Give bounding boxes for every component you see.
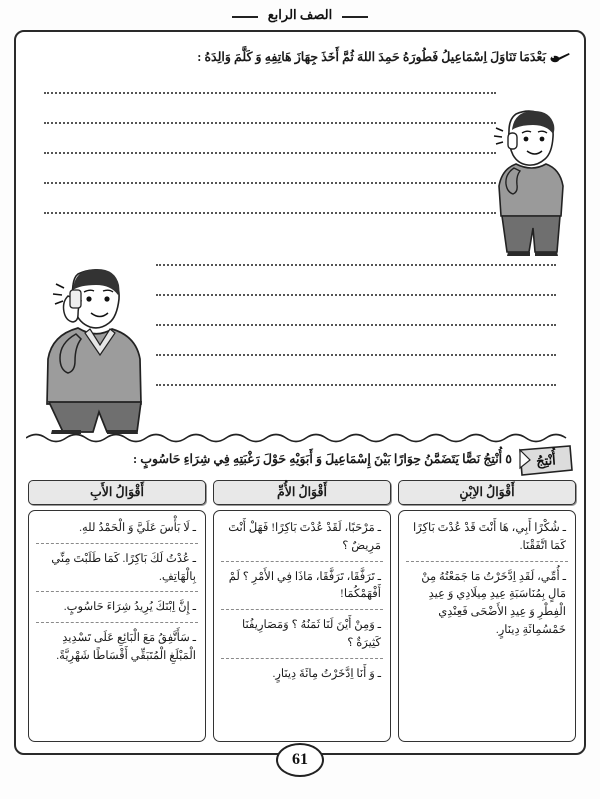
exercise-5 [26,446,574,478]
column-mother [213,480,391,742]
answer-line[interactable] [156,294,556,296]
content-frame [14,30,586,755]
dialogue-line: ـ مَرْحَبًا، لَقَدْ عُدْتَ بَاكِرًا! فَهَلْ أَنْتَ مَرِيضٌ ؟ [221,517,383,562]
exercise-4-prompt: بَعْدَمَا تَنَاوَلَ اِسْمَاعِيلُ فَطُورَهُ حَمِدَ اللهَ ثُمَّ أَخَذَ جِهَازَ هَاتِفِهِ وَ كَلَّمَ وَالِدَهُ : [197,50,546,64]
dialogue-line: ـ إِنَّ اِبْنَكَ يُرِيدُ شِرَاءَ حَاسُوبٍ. [36,596,198,623]
answer-line[interactable] [156,384,556,386]
answer-lines-bottom [156,264,556,414]
answer-line[interactable] [156,264,556,266]
dialogue-line: ـ عُدْتُ لَكَ بَاكِرًا. كَمَا طَلَبْتَ مِنِّي بِالْهَاتِفِ. [36,548,198,593]
produce-tab-label: أُنْتِجُ [535,452,557,469]
column-son [398,480,576,742]
answer-line[interactable] [44,182,496,184]
pen-icon [552,50,570,64]
page-number: 61 [276,743,324,777]
column-body-mother [213,510,391,742]
column-header-mother: أَقْوَالُ الأُمِّ [213,480,391,505]
dialogue-line: ـ أُمِّي، لَقَدِ اِدَّخَرْتُ مَا جَمَعْتُهُ مِنْ مَالٍ بِمُنَاسَبَةِ عِيدِ مِيلَادِي وَ عِيدِ الْفِطْرِ وَ عِيدِ الأَضْحَى فَعِنْدِي خَمْسُمِائَةِ دِينَارٍ. [421,570,566,637]
produce-tab [518,444,574,478]
column-body-father [28,510,206,742]
answer-line[interactable] [156,324,556,326]
column-body-son [398,510,576,742]
exercise-5-prompt-text: أُنْتِجُ نَصًّا يَتَضَمَّنُ حِوَارًا بَيْنَ إِسْمَاعِيلَ وَ أَبَوَيْهِ حَوْلَ رَغْبَتِهِ فِي شِرَاءِ حَاسُوبٍ : [132,452,503,466]
exercise-4-heading [28,48,572,67]
column-header-father: أَقْوَالُ الأَبِ [28,480,206,505]
exercise-5-number: ٥ [505,452,512,466]
wavy-divider [26,430,576,444]
dialogue-line: ـ لَا بَأْسَ عَلَيَّ وَ الْحَمْدُ للهِ. [36,517,198,544]
column-father [28,480,206,742]
dialogue-line: ـ شُكْرًا أَبِي، هَا أَنْتَ قَدْ عُدْتَ بَاكِرًا كَمَا اتَّفَقْنَا. [406,517,568,562]
answer-line[interactable] [44,122,496,124]
answer-line[interactable] [44,92,496,94]
man-on-phone-illustration [34,260,154,435]
answer-line[interactable] [44,212,496,214]
dialogue-line: ـ وَ أَنَا اِدَّخَرْتُ مِائَةَ دِينَارٍ. [272,667,381,680]
exercise-5-prompt [26,446,512,469]
answer-line[interactable] [44,152,496,154]
page-header [0,6,600,30]
boy-on-phone-illustration [486,106,578,256]
dialogue-line: ـ تَرَفَّقَا، تَرَفَّقَا، مَاذَا فِي الأَمْرِ ؟ لَمْ أَفْهَمْكُمَا! [221,566,383,611]
exercise-4 [28,48,572,67]
dialogue-line: ـ وَمِنْ أَيْنَ لَنَا ثَمَنُهُ ؟ وَمَصَارِيفُنَا كَثِيرَةٌ ؟ [221,614,383,659]
answer-line[interactable] [156,354,556,356]
dialogue-columns [28,480,576,742]
answer-lines-top [44,92,496,242]
column-header-son: أَقْوَالُ الاِبْنِ [398,480,576,505]
dialogue-line: ـ سَأَتَّفِقُ مَعَ الْبَائِعِ عَلَى تَسْدِيدِ الْمَبْلَغِ الْمُتَبَقِّي أَقْسَاطًا شَهْرِيَّةً. [56,632,196,663]
grade-title: الصف الرابع [254,6,346,26]
